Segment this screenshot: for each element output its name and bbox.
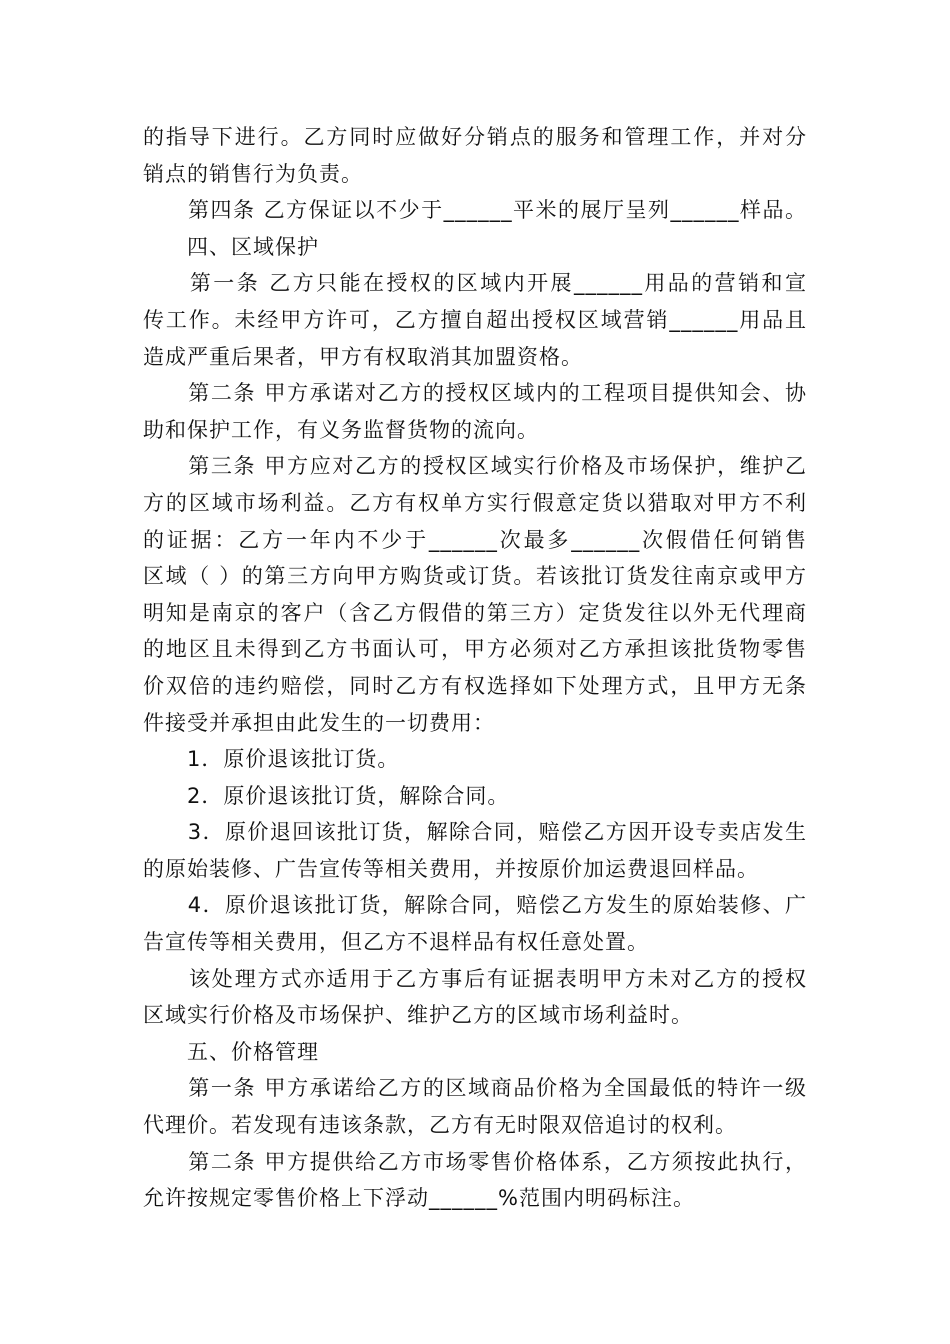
text-line: 的地区且未得到乙方书面认可，甲方必须对乙方承担该批货物零售 — [143, 637, 807, 662]
list-item: 2．原价退该批订货，解除合同。 — [143, 783, 510, 808]
text-line: 造成严重后果者，甲方有权取消其加盟资格。 — [143, 344, 583, 369]
text-line: 第四条 乙方保证以不少于______平米的展厅呈列______样品。 — [143, 198, 807, 223]
document-body — [143, 119, 807, 1217]
section-heading: 五、价格管理 — [143, 1039, 319, 1064]
text-line: 允许按规定零售价格上下浮动______%范围内明码标注。 — [143, 1186, 695, 1211]
text-line: 的原始装修、广告宣传等相关费用，并按原价加运费退回样品。 — [143, 856, 759, 881]
text-line: 价双倍的违约赔偿，同时乙方有权选择如下处理方式，且甲方无条 — [143, 673, 807, 698]
text-line: 销点的销售行为负责。 — [143, 161, 363, 186]
text-line: 区域实行价格及市场保护、维护乙方的区域市场利益时。 — [143, 1003, 693, 1028]
list-item: 4．原价退该批订货，解除合同，赔偿乙方发生的原始装修、广 — [143, 893, 807, 918]
list-item: 1．原价退该批订货。 — [143, 747, 400, 772]
list-item: 3．原价退回该批订货，解除合同，赔偿乙方因开设专卖店发生 — [143, 820, 807, 845]
text-line: 第一条 甲方承诺给乙方的区域商品价格为全国最低的特许一级 — [143, 1076, 807, 1101]
text-line: 助和保护工作，有义务监督货物的流向。 — [143, 417, 539, 442]
text-line: 明知是南京的客户（含乙方假借的第三方）定货发往以外无代理商 — [143, 600, 807, 625]
text-line: 件接受并承担由此发生的一切费用： — [143, 710, 495, 735]
text-line: 方的区域市场利益。乙方有权单方实行假意定货以猎取对甲方不利 — [143, 490, 807, 515]
text-line: 的指导下进行。乙方同时应做好分销点的服务和管理工作，并对分 — [143, 125, 807, 149]
text-line: 第二条 甲方提供给乙方市场零售价格体系，乙方须按此执行， — [143, 1149, 807, 1174]
text-line: 的证据：乙方一年内不少于______次最多______次假借任何销售 — [143, 527, 807, 552]
text-line: 区域（ ）的第三方向甲方购货或订货。若该批订货发往南京或甲方 — [143, 564, 807, 589]
text-line: 第二条 甲方承诺对乙方的授权区域内的工程项目提供知会、协 — [143, 381, 807, 406]
text-line: 告宣传等相关费用，但乙方不退样品有权任意处置。 — [143, 930, 649, 955]
text-line: 传工作。未经甲方许可，乙方擅自超出授权区域营销______用品且 — [143, 307, 807, 332]
text-line: 代理价。若发现有违该条款，乙方有无时限双倍追讨的权利。 — [143, 1113, 737, 1138]
text-line: 第一条 乙方只能在授权的区域内开展______用品的营销和宣 — [143, 271, 807, 296]
text-line: 该处理方式亦适用于乙方事后有证据表明甲方未对乙方的授权 — [143, 966, 807, 991]
text-line: 第三条 甲方应对乙方的授权区域实行价格及市场保护，维护乙 — [143, 454, 807, 479]
section-heading: 四、区域保护 — [143, 234, 319, 259]
